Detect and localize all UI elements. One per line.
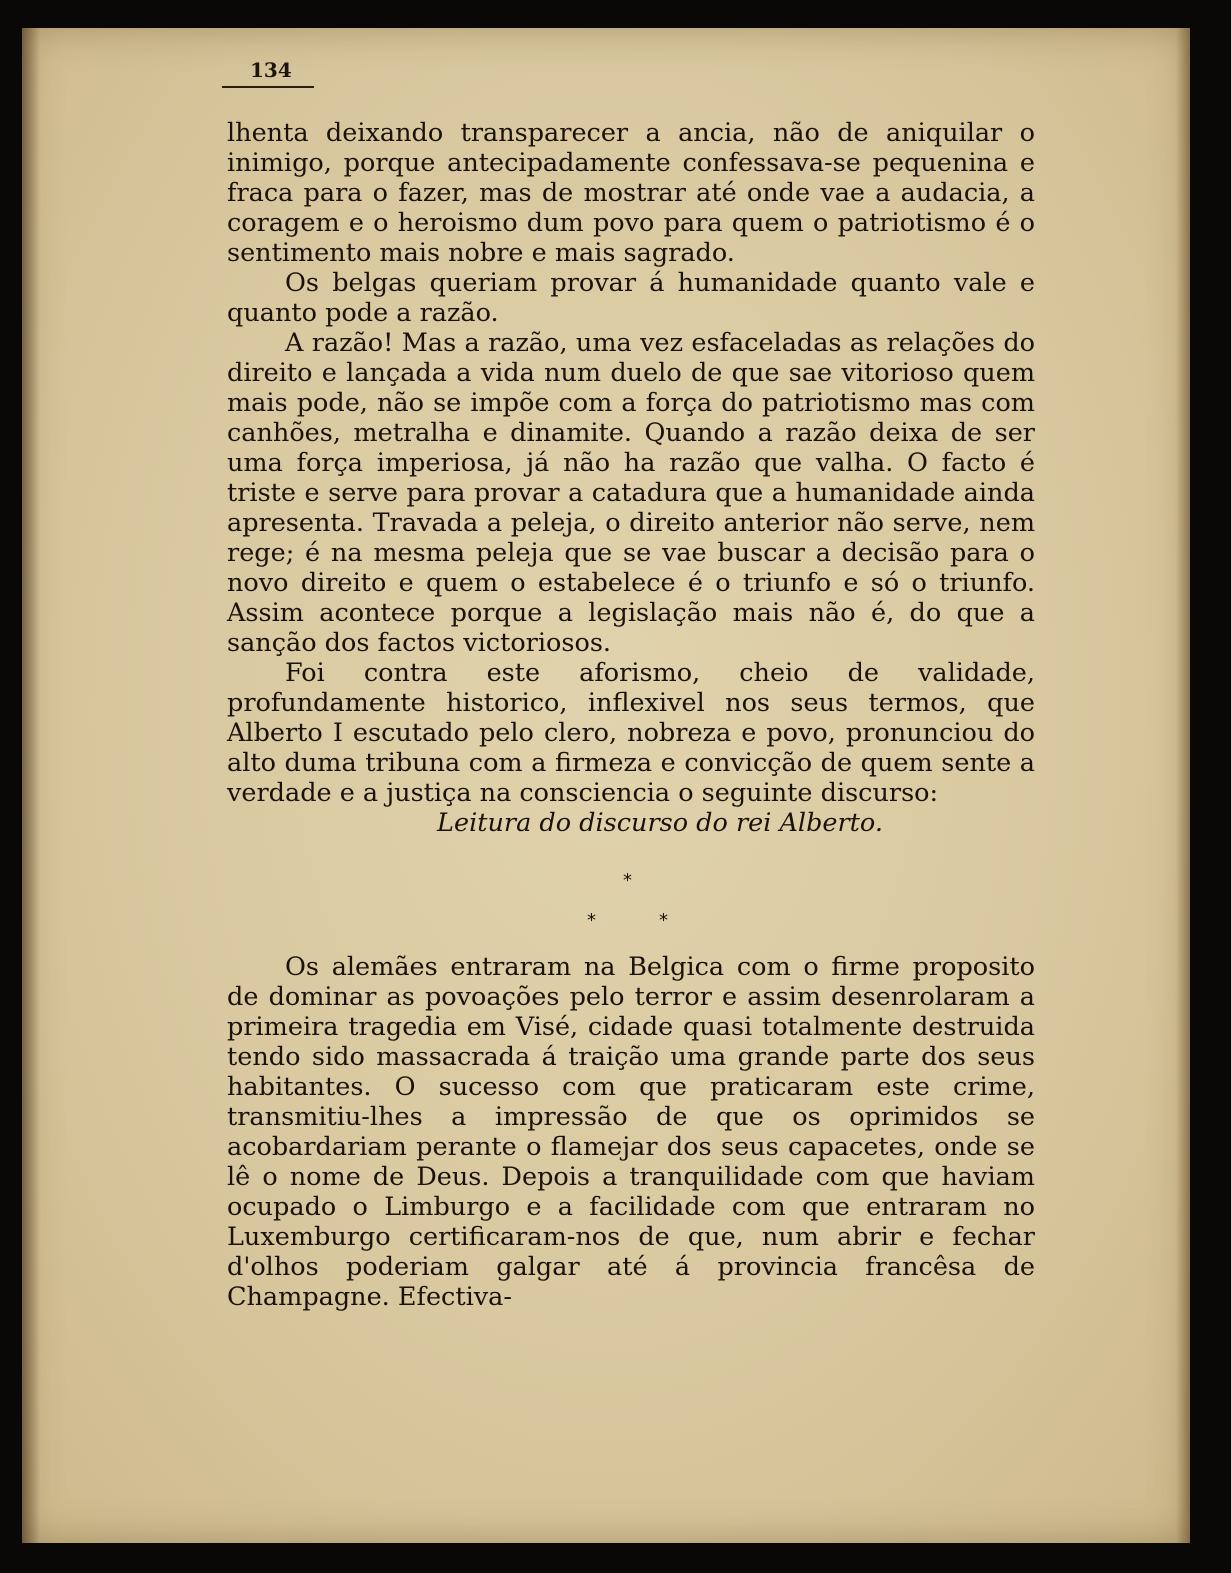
page-number-rule xyxy=(222,86,314,88)
section-heading: Leitura do discurso do rei Alberto. xyxy=(437,808,883,838)
asterism-divider xyxy=(227,844,1035,948)
asterism-star: * xyxy=(659,910,668,931)
body-text xyxy=(227,118,1035,1312)
asterism-star: * xyxy=(587,910,596,931)
asterism-star: * xyxy=(623,870,632,891)
paragraph: A razão! Mas a razão, uma vez esfaceladas as relações do direito e lançada a vida num duelo de que sae vitorioso quem mais pode, não se impõe com a força do patriotismo mas com canhões, metralha e dinamite. Quando a razão deixa de ser uma força imperiosa, já não ha razão que valha. O facto é triste e serve para provar a catadura que a humanidade ainda apresenta. Travada a peleja, o direito anterior não serve, nem rege; é na mesma peleja que se vae buscar a decisão para o novo direito e quem o estabelece é o triunfo e só o triunfo. Assim acontece porque a legislação mais não é, do que a sanção dos factos victoriosos. xyxy=(227,328,1035,658)
page-number: 134 xyxy=(250,58,292,82)
book-page xyxy=(22,28,1190,1543)
paragraph: Foi contra este aforismo, cheio de validade, profundamente historico, inflexivel nos seus termos, que Alberto I escutado pelo clero, nobreza e povo, pronunciou do alto duma tribuna com a firmeza e convicção de quem sente a verdade e a justiça na consciencia o seguinte discurso: xyxy=(227,658,1035,808)
paragraph-continued: lhenta deixando transparecer a ancia, não de aniquilar o inimigo, porque antecipadamente confessava-se pequenina e fraca para o fazer, mas de mostrar até onde vae a audacia, a coragem e o heroismo dum povo para quem o patriotismo é o sentimento mais nobre e mais sagrado. xyxy=(227,118,1035,268)
paragraph: Os belgas queriam provar á humanidade quanto vale e quanto pode a razão. xyxy=(227,268,1035,328)
paragraph: Os alemães entraram na Belgica com o firme proposito de dominar as povoações pelo terror e assim desenrolaram a primeira tragedia em Visé, cidade quasi totalmente destruida tendo sido massacrada á traição uma grande parte dos seus habitantes. O sucesso com que praticaram este crime, transmitiu-lhes a impressão de que os oprimidos se acobardariam perante o flamejar dos seus capacetes, onde se lê o nome de Deus. Depois a tranquilidade com que haviam ocupado o Limburgo e a facilidade com que entraram no Luxemburgo certificaram-nos de que, num abrir e fechar d'olhos poderiam galgar até á provincia francêsa de Champagne. Efectiva- xyxy=(227,952,1035,1312)
